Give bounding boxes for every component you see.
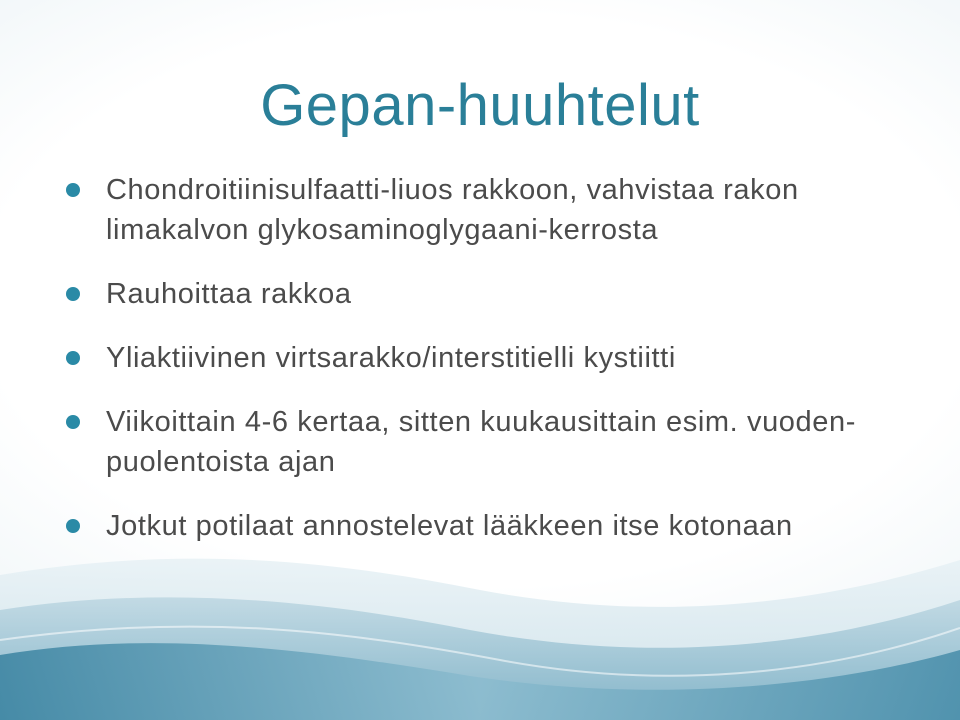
bullet-text: Yliaktiivinen virtsarakko/interstitielli kystiitti xyxy=(106,342,676,374)
bullet-dot-icon xyxy=(66,351,80,365)
bullet-item xyxy=(66,274,926,314)
slide-title: Gepan-huuhtelut xyxy=(260,73,700,138)
bullet-dot-icon xyxy=(66,415,80,429)
bullet-text: Rauhoittaa rakkoa xyxy=(106,278,352,310)
bullet-dot-icon xyxy=(66,287,80,301)
bullet-item xyxy=(66,402,926,482)
bullet-text: Chondroitiinisulfaatti-liuos rakkoon, vahvistaa rakon limakalvon glykosaminoglygaani-kerrosta xyxy=(106,174,799,246)
bullet-text: Viikoittain 4-6 kertaa, sitten kuukausittain esim. vuoden-puolentoista ajan xyxy=(106,406,856,478)
bullet-item xyxy=(66,506,926,546)
bullet-dot-icon xyxy=(66,183,80,197)
bullet-dot-icon xyxy=(66,519,80,533)
bullet-item xyxy=(66,338,926,378)
bullet-item xyxy=(66,170,926,250)
bullet-text: Jotkut potilaat annostelevat lääkkeen itse kotonaan xyxy=(106,510,793,542)
bullet-list xyxy=(66,170,926,570)
